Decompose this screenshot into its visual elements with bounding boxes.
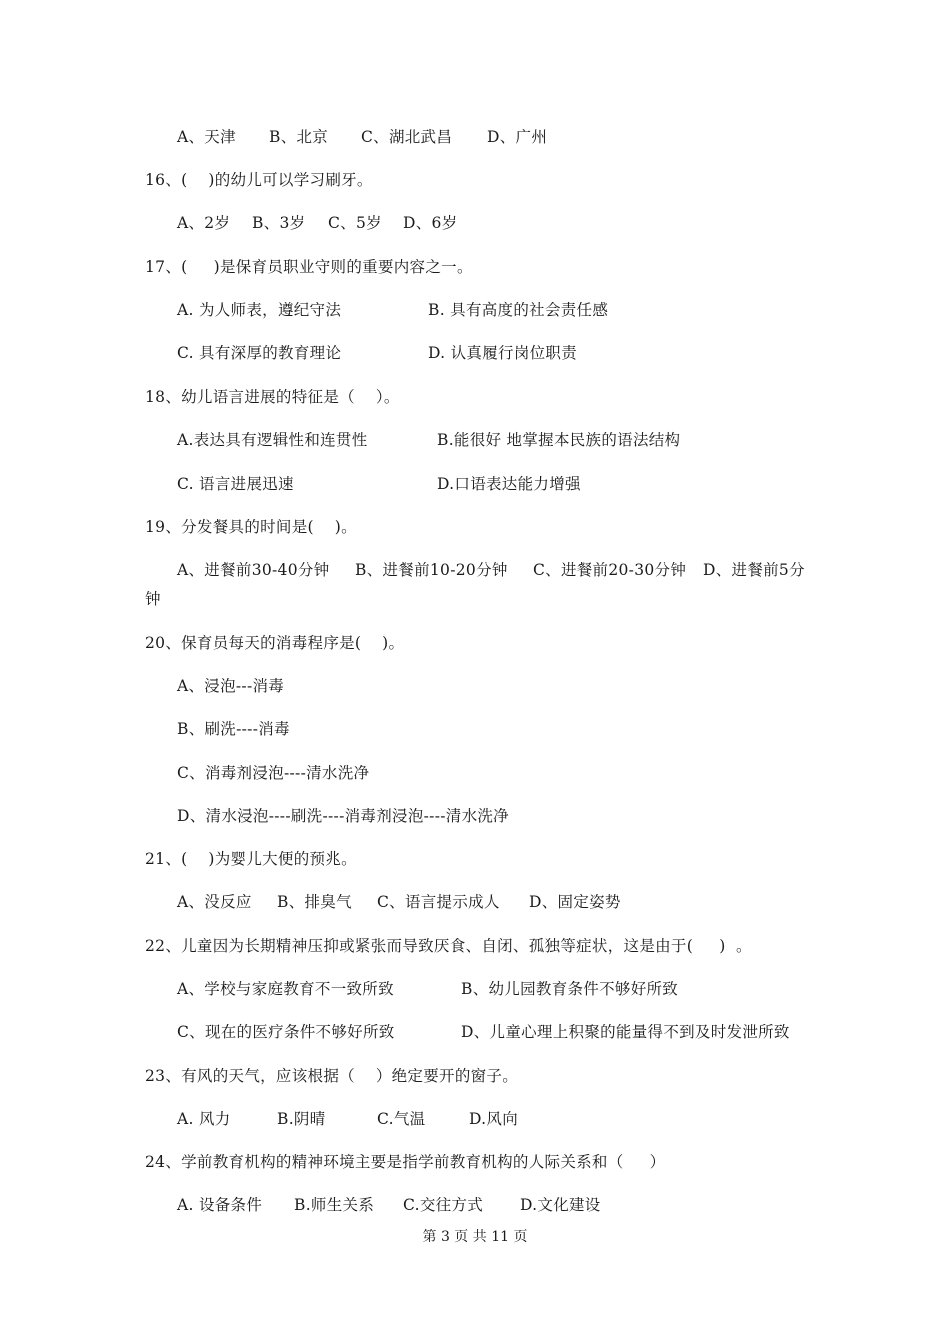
option-text: A. 设备条件 bbox=[177, 1196, 263, 1214]
option-text: D、清水浸泡----刷洗----消毒剂浸泡----清水洗净 bbox=[177, 807, 509, 825]
question-text: 17、( )是保育员职业守则的重要内容之一。 bbox=[145, 258, 473, 276]
option-text: A、浸泡---消毒 bbox=[177, 677, 285, 695]
option-text: C.气温 bbox=[377, 1110, 426, 1128]
option-text: A.表达具有逻辑性和连贯性 bbox=[177, 431, 368, 449]
option-text: A、2岁 bbox=[177, 214, 231, 232]
option-text: D、进餐前5分 bbox=[703, 561, 805, 579]
question-text: 20、保育员每天的消毒程序是( )。 bbox=[145, 634, 405, 652]
option-text: D. 认真履行岗位职责 bbox=[428, 344, 578, 362]
option-text: B、进餐前10-20分钟 bbox=[355, 561, 508, 579]
option-text: D、广州 bbox=[487, 128, 548, 146]
option-text: C、现在的医疗条件不够好所致 bbox=[177, 1023, 395, 1041]
question-text: 22、儿童因为长期精神压抑或紧张而导致厌食、自闭、孤独等症状，这是由于( ) 。 bbox=[145, 937, 752, 955]
option-text: D.口语表达能力增强 bbox=[437, 475, 581, 493]
option-text: A. 为人师表，遵纪守法 bbox=[177, 301, 342, 319]
question-text: 21、( )为婴儿大便的预兆。 bbox=[145, 850, 357, 868]
option-text: A、天津 bbox=[177, 128, 236, 146]
option-text: D、固定姿势 bbox=[529, 893, 621, 911]
option-text: B、排臭气 bbox=[277, 893, 352, 911]
question-text: 19、分发餐具的时间是( )。 bbox=[145, 518, 357, 536]
option-text: A、学校与家庭教育不一致所致 bbox=[177, 980, 394, 998]
option-text: B、刷洗----消毒 bbox=[177, 720, 290, 738]
question-text: 23、有风的天气，应该根据（ ）绝定要开的窗子。 bbox=[145, 1067, 519, 1085]
option-text: C、进餐前20-30分钟 bbox=[533, 561, 687, 579]
option-text: B.师生关系 bbox=[294, 1196, 375, 1214]
option-text: B、幼儿园教育条件不够好所致 bbox=[461, 980, 679, 998]
option-text: B. 具有高度的社会责任感 bbox=[428, 301, 609, 319]
option-text: B.阴晴 bbox=[277, 1110, 326, 1128]
option-text: D、6岁 bbox=[403, 214, 458, 232]
page-footer: 第 3 页 共 11 页 bbox=[422, 1229, 528, 1245]
option-text: C. 语言进展迅速 bbox=[177, 475, 294, 493]
option-text: B、北京 bbox=[269, 128, 329, 146]
option-text: D.风向 bbox=[469, 1110, 519, 1128]
option-text: A、进餐前30-40分钟 bbox=[177, 561, 330, 579]
option-text: C.交往方式 bbox=[403, 1196, 484, 1214]
question-text: 24、学前教育机构的精神环境主要是指学前教育机构的人际关系和（ ） bbox=[145, 1153, 666, 1171]
option-text: D.文化建设 bbox=[520, 1196, 601, 1214]
option-text: A. 风力 bbox=[177, 1110, 231, 1128]
option-text: B、3岁 bbox=[252, 214, 306, 232]
option-text: C. 具有深厚的教育理论 bbox=[177, 344, 342, 362]
question-text: 16、( )的幼儿可以学习刷牙。 bbox=[145, 171, 373, 189]
option-text: D、儿童心理上积聚的能量得不到及时发泄所致 bbox=[461, 1023, 790, 1041]
option-text: C、语言提示成人 bbox=[377, 893, 500, 911]
option-text: B.能很好 地掌握本民族的语法结构 bbox=[437, 431, 681, 449]
option-text: C、5岁 bbox=[328, 214, 382, 232]
question-text: 钟 bbox=[145, 590, 161, 608]
option-text: C、湖北武昌 bbox=[361, 128, 453, 146]
question-text: 18、幼儿语言进展的特征是（ ）。 bbox=[145, 388, 400, 406]
option-text: A、没反应 bbox=[177, 893, 252, 911]
option-text: C、消毒剂浸泡----清水洗净 bbox=[177, 764, 370, 782]
